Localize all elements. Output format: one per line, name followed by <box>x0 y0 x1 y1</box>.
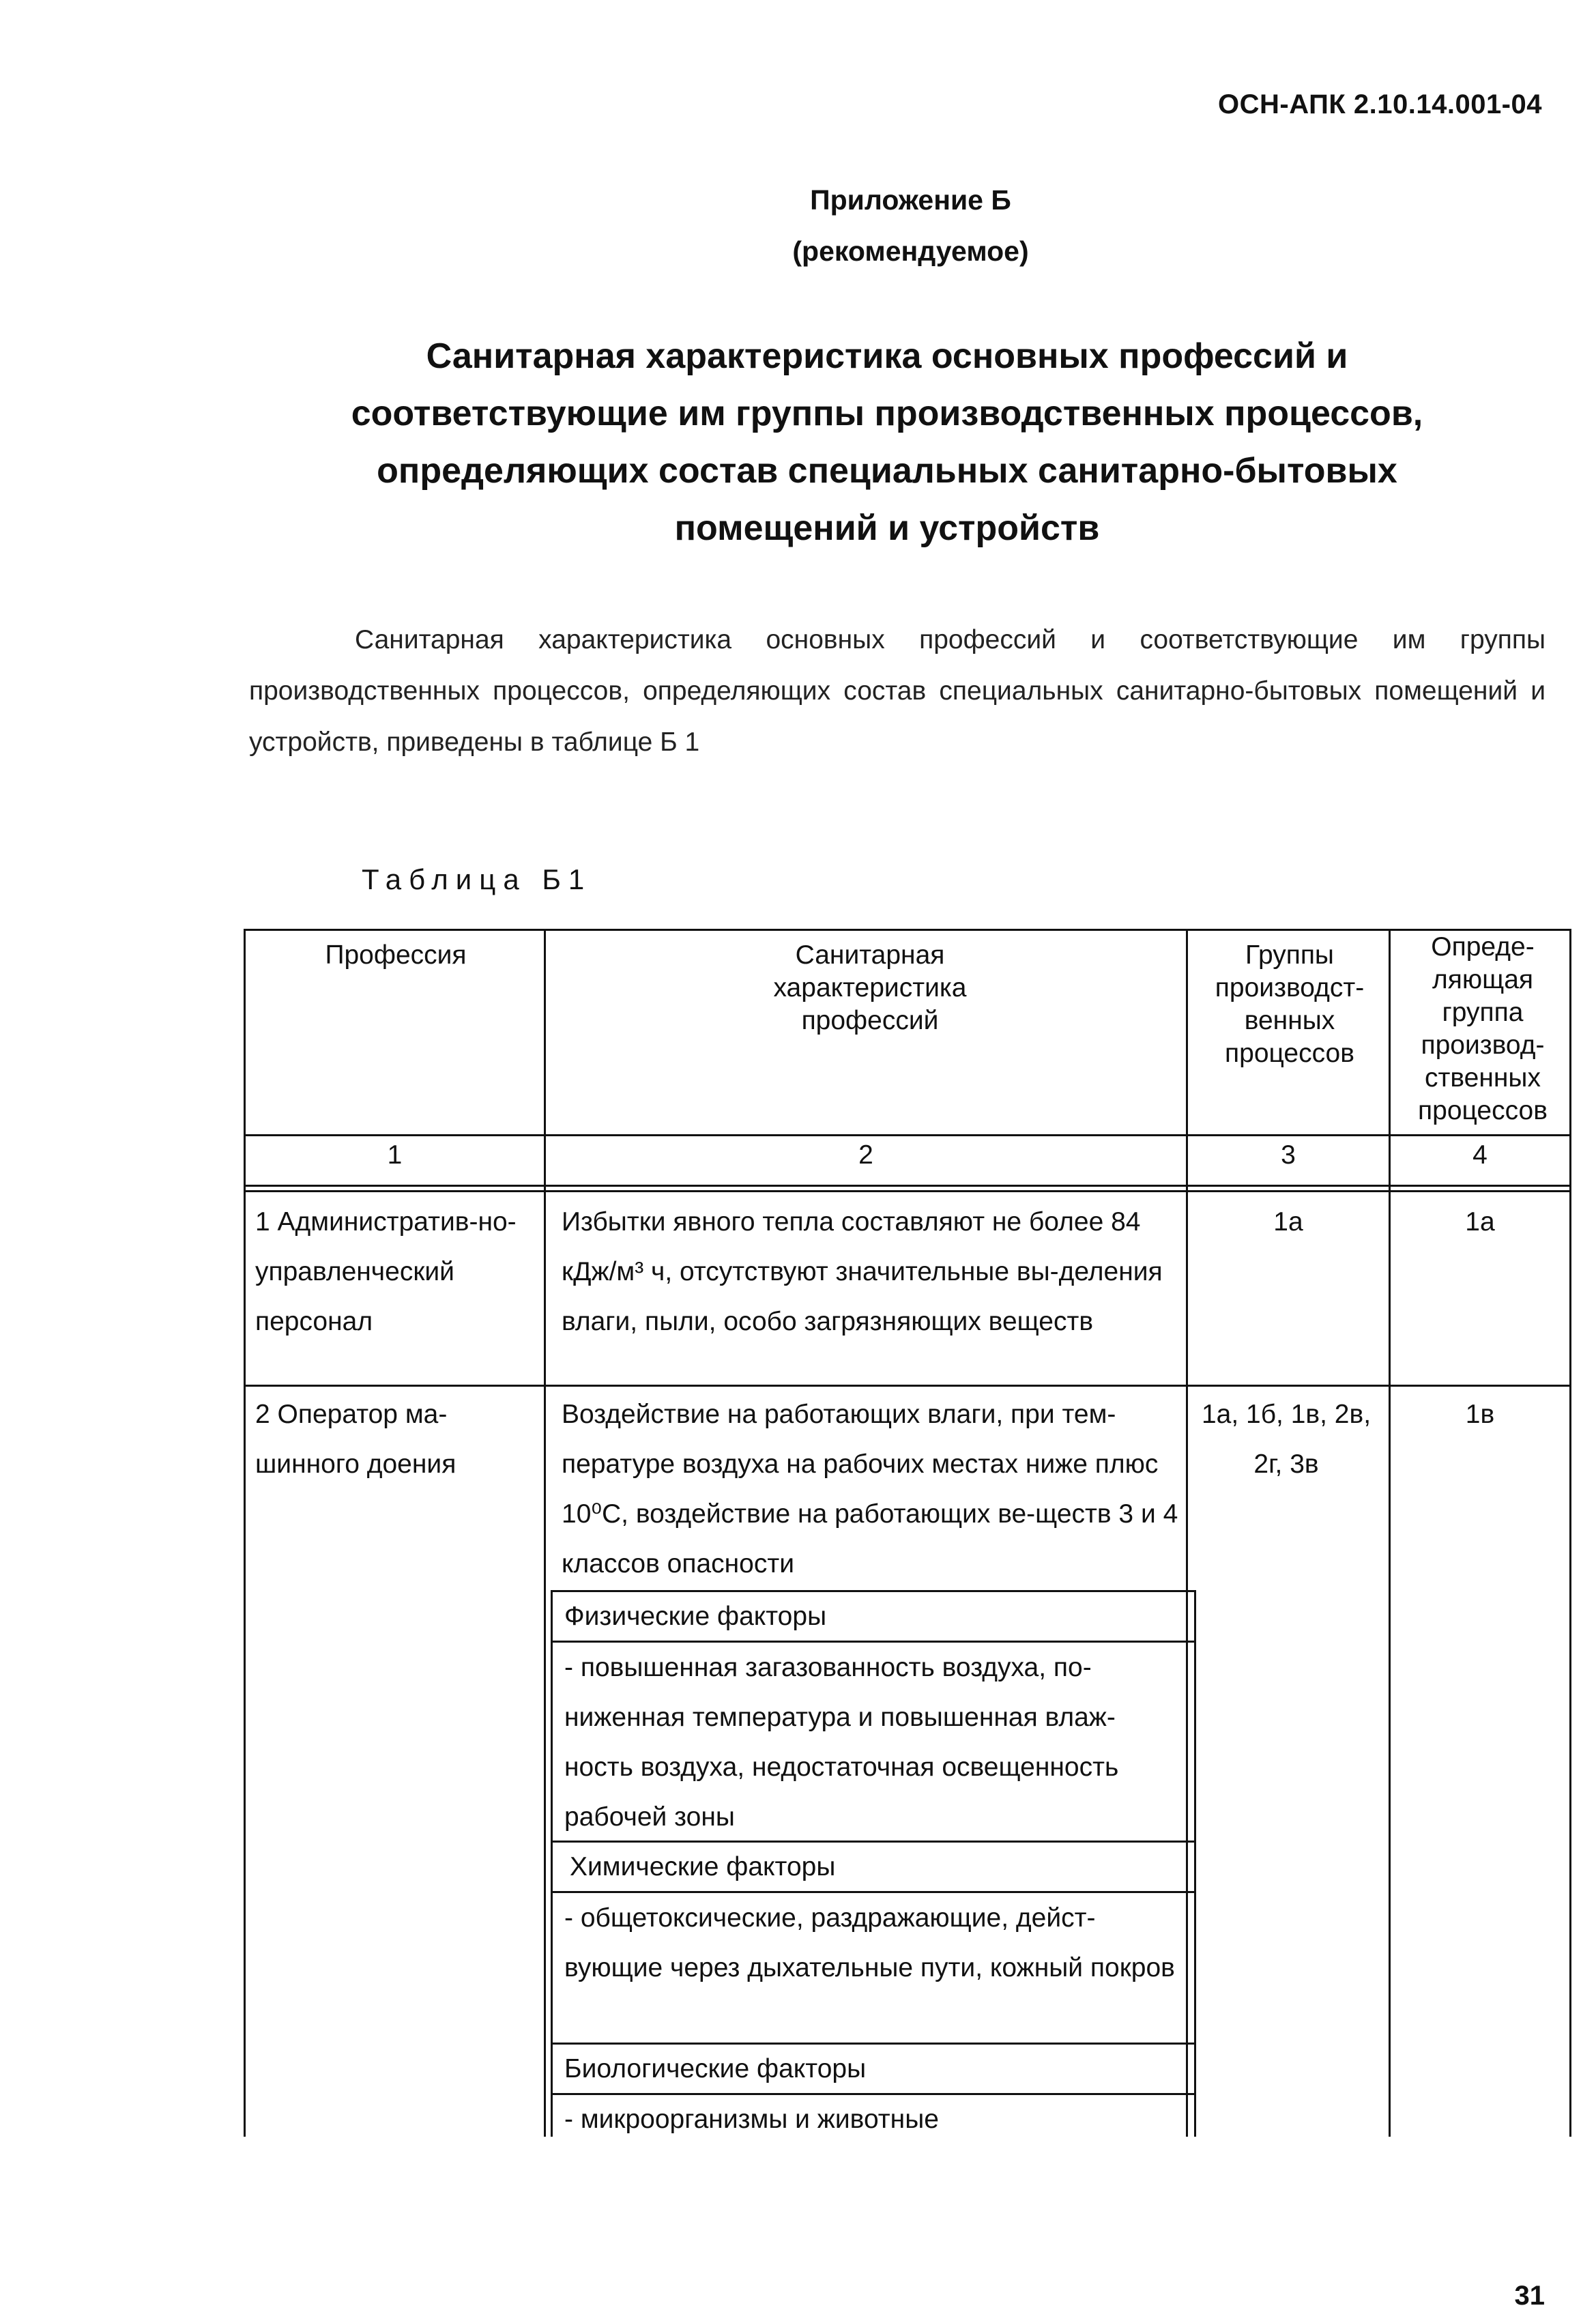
table-divider <box>246 1190 1569 1192</box>
title-line: определяющих состав специальных санитарно-бытовых <box>377 451 1397 491</box>
table-cell-characteristic: Воздействие на работающих влаги, при тем-пературе воздуха на рабочих местах ниже плюс 10⁰С, воздействие на работающих ве-ществ 3 и 4 классов опасности <box>562 1400 1178 1578</box>
column-number: 3 <box>1281 1140 1296 1170</box>
table-cell-groups: 1а, 1б, 1в, 2в, 2г, 3в <box>1201 1400 1372 1479</box>
table-cell-characteristic: Избытки явного тепла составляют не более 84 кДж/м³ ч, отсутствуют значительные вы-деления влаги, пыли, особо загрязняющих веществ <box>562 1207 1163 1336</box>
table-cell-defining-group: 1в <box>1465 1400 1495 1429</box>
factor-text: - общетоксические, раздражающие, дейст-вующие через дыхательные пути, кожный покров <box>564 1903 1175 1982</box>
title-line: соответствующие им группы производственных процессов, <box>351 394 1423 433</box>
factor-title: Биологические факторы <box>564 2054 867 2083</box>
factor-title: Химические факторы <box>570 1852 836 1881</box>
page-number: 31 <box>1514 2281 1545 2311</box>
sanitary-table <box>244 929 1571 2137</box>
column-number: 4 <box>1472 1140 1488 1170</box>
column-header: Опреде-ляющая группа производ-ственных процессов <box>1418 932 1548 1125</box>
title-line: помещений и устройств <box>674 508 1100 548</box>
title-line: Санитарная характеристика основных профессий и <box>426 336 1348 376</box>
factor-text: - микроорганизмы и животные <box>564 2105 939 2134</box>
table-divider <box>246 1134 1569 1136</box>
table-divider <box>1389 931 1391 2137</box>
table-divider <box>1194 1590 1196 2137</box>
column-header: Санитарная характеристика профессий <box>773 940 967 1035</box>
appendix-status: (рекомендуемое) <box>792 235 1029 267</box>
column-header: Группы производст-венных процессов <box>1215 940 1365 1068</box>
intro-paragraph: Санитарная характеристика основных профессий и соответствующие им группы производственных процессов, определяющих состав специальных санитарно-бытовых помещений и устройств, приведены в таблице Б 1 <box>249 625 1546 757</box>
document-code: ОСН-АПК 2.10.14.001-04 <box>1218 89 1542 119</box>
column-number: 1 <box>387 1140 403 1170</box>
table-divider <box>246 1385 1569 1387</box>
appendix-label: Приложение Б <box>810 184 1011 216</box>
table-cell-profession: 2 Оператор ма-шинного доения <box>255 1400 456 1479</box>
table-cell-profession: 1 Административ-но-управленческий персонал <box>255 1207 517 1336</box>
table-divider <box>1186 931 1188 2137</box>
factor-text: - повышенная загазованность воздуха, по-ниженная температура и повышенная влаж-ность воздуха, недостаточная освещенность рабочей зоны <box>564 1653 1119 1832</box>
table-cell-groups: 1а <box>1273 1207 1303 1237</box>
page-title <box>218 328 1556 557</box>
table-caption: Таблица Б1 <box>362 863 592 895</box>
table-divider <box>246 1185 1569 1187</box>
table-cell-defining-group: 1а <box>1465 1207 1495 1237</box>
factor-title: Физические факторы <box>564 1602 827 1631</box>
table-divider <box>551 1590 553 2137</box>
column-number: 2 <box>858 1140 873 1170</box>
column-header: Профессия <box>325 940 467 970</box>
table-divider <box>544 931 546 2137</box>
